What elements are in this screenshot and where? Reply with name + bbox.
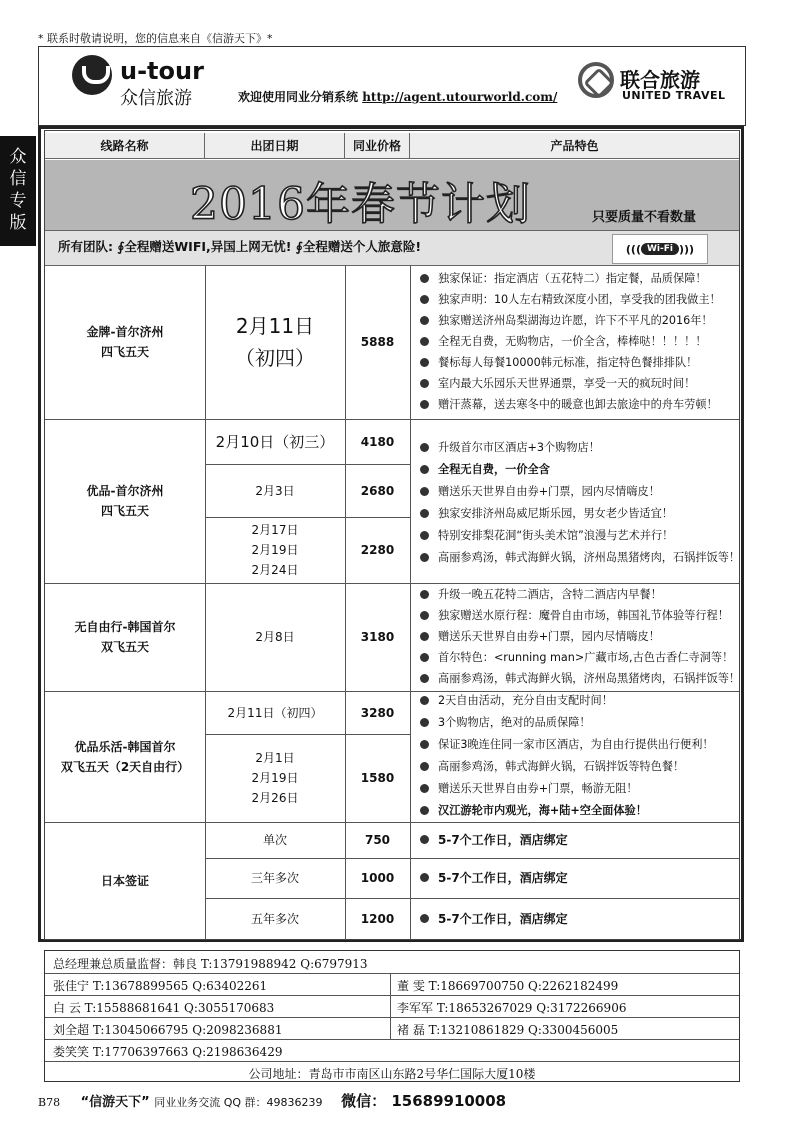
route-name-cell bbox=[45, 419, 205, 583]
united-travel-en: UNITED TRAVEL bbox=[622, 89, 726, 102]
price: 5888 bbox=[360, 335, 395, 349]
divider bbox=[410, 265, 411, 940]
price-cell bbox=[345, 419, 410, 464]
contact-person: 娄笑笑 T:17706397663 Q:2198636429 bbox=[53, 1045, 283, 1059]
footer-wechat: 微信： 15689910008 bbox=[341, 1092, 507, 1110]
route-name: 优品-首尔济州 bbox=[86, 484, 164, 498]
route-duration: 四飞五天 bbox=[100, 345, 149, 359]
col-departure-date: 出团日期 bbox=[205, 133, 345, 159]
united-travel-logo-icon bbox=[578, 62, 614, 98]
divider bbox=[45, 1061, 739, 1062]
price-cell bbox=[345, 517, 410, 583]
route-name-cell bbox=[45, 822, 205, 940]
visa-type: 五年多次 bbox=[250, 912, 299, 926]
feature-item: 高丽参鸡汤，韩式海鲜火锅，济州岛黑猪烤肉，石锅拌饭等！ bbox=[420, 668, 740, 689]
feature-item: 独家声明：10人左右精致深度小团，享受我的团我做主！ bbox=[420, 289, 721, 310]
feature-item: 独家保证：指定酒店（五花特二）指定餐，品质保障！ bbox=[420, 268, 721, 289]
feature-list bbox=[420, 268, 721, 415]
manager-contact: 总经理兼总质量监督：韩良 T:13791988942 Q:6797913 bbox=[53, 957, 368, 971]
divider bbox=[45, 973, 739, 974]
sidebar-tab bbox=[0, 136, 36, 246]
departure-date: 2月24日 bbox=[251, 563, 299, 577]
date-cell bbox=[205, 734, 345, 822]
bullet-icon bbox=[420, 806, 429, 815]
date-cell bbox=[205, 583, 345, 691]
price-cell bbox=[345, 265, 410, 419]
departure-date: 2月8日 bbox=[255, 630, 295, 644]
contact-person: 刘全超 T:13045066795 Q:2098236881 bbox=[53, 1023, 283, 1037]
feature-cell bbox=[420, 898, 720, 940]
bullet-icon bbox=[420, 509, 429, 518]
departure-date-lunar: （初四） bbox=[235, 346, 315, 370]
bullet-icon bbox=[420, 873, 429, 882]
route-name-cell bbox=[45, 583, 205, 691]
date-cell bbox=[205, 265, 345, 419]
contact-person: 白 云 T:15588681641 Q:3055170683 bbox=[53, 1001, 275, 1015]
price-cell bbox=[345, 583, 410, 691]
feature-item: 首尔特色：<running man>广藏市场,古色古香仁寺洞等！ bbox=[420, 647, 740, 668]
divider bbox=[45, 1017, 739, 1018]
bullet-icon bbox=[420, 465, 429, 474]
contact-person: 褚 磊 T:13210861829 Q:3300456005 bbox=[397, 1023, 619, 1037]
bullet-icon bbox=[420, 531, 429, 540]
bullet-icon bbox=[420, 274, 429, 283]
company-address: 公司地址：青岛市市南区山东路2号华仁国际大厦10楼 bbox=[248, 1067, 536, 1081]
visa-type-cell bbox=[205, 858, 345, 898]
source-note: * 联系时敬请说明，您的信息来自《信游天下》* bbox=[38, 32, 273, 45]
feature-list bbox=[420, 437, 740, 569]
feature-item: 赠送乐天世界自由券+门票，园内尽情嗨皮！ bbox=[420, 481, 740, 503]
route-name: 优品乐活-韩国首尔 bbox=[74, 739, 176, 754]
bullet-icon bbox=[420, 590, 429, 599]
utour-brand: u-tour bbox=[120, 57, 204, 85]
price-cell bbox=[345, 898, 410, 940]
feature-item: 全程无自费，一价全含 bbox=[420, 459, 740, 481]
banner-subtitle: 只要质量不看数量 bbox=[592, 210, 697, 225]
feature-item: 升级一晚五花特二酒店，含特二酒店内早餐！ bbox=[420, 584, 740, 605]
welcome-text: 欢迎使用同业分销系统 bbox=[238, 90, 359, 104]
price-cell bbox=[345, 464, 410, 517]
bullet-icon bbox=[420, 316, 429, 325]
feature-item: 汉江游轮市内观光，海+陆+空全面体验！ bbox=[420, 800, 714, 822]
departure-date: 2月26日 bbox=[251, 791, 299, 805]
feature-cell bbox=[420, 822, 720, 858]
contact-person: 张佳宁 T:13678899565 Q:63402261 bbox=[53, 979, 268, 993]
route-duration: 双飞五天 bbox=[100, 640, 149, 654]
feature-cell bbox=[420, 858, 720, 898]
bullet-icon bbox=[420, 914, 429, 923]
footer-brand: “信游天下” bbox=[80, 1095, 150, 1110]
bullet-icon bbox=[420, 835, 429, 844]
feature-item: 赠送乐天世界自由券+门票，畅游无阻！ bbox=[420, 778, 714, 800]
feature-item: 独家赠送济州岛梨湖海边许愿，许下不平凡的2016年！ bbox=[420, 310, 721, 331]
col-features: 产品特色 bbox=[410, 133, 739, 159]
price: 1580 bbox=[360, 771, 395, 785]
feature-item: 5-7个工作日，酒店绑定 bbox=[420, 868, 568, 888]
feature-item: 保证3晚连住同一家市区酒店，为自由行提供出行便利！ bbox=[420, 734, 714, 756]
feature-item: 赠送乐天世界自由券+门票，园内尽情嗨皮！ bbox=[420, 626, 740, 647]
date-cell bbox=[205, 691, 345, 734]
divider bbox=[45, 995, 739, 996]
visa-type-cell bbox=[205, 822, 345, 858]
col-price: 同业价格 bbox=[345, 133, 410, 159]
bullet-icon bbox=[420, 337, 429, 346]
wifi-icon: ((( Wi-Fi ))) bbox=[612, 234, 708, 264]
bullet-icon bbox=[420, 653, 429, 662]
departure-date: 2月11日 bbox=[235, 314, 315, 338]
bullet-icon bbox=[420, 443, 429, 452]
feature-item: 升级首尔市区酒店+3个购物店！ bbox=[420, 437, 740, 459]
price: 2280 bbox=[360, 543, 395, 557]
feature-item: 高丽参鸡汤，韩式海鲜火锅，济州岛黑猪烤肉，石锅拌饭等！ bbox=[420, 547, 740, 569]
visa-type: 三年多次 bbox=[250, 871, 299, 885]
route-name-cell bbox=[45, 691, 205, 822]
price: 1000 bbox=[360, 871, 395, 885]
price: 3280 bbox=[360, 705, 395, 720]
feature-item: 5-7个工作日，酒店绑定 bbox=[420, 909, 568, 929]
utour-cn-name: 众信旅游 bbox=[120, 88, 192, 109]
bullet-icon bbox=[420, 295, 429, 304]
bullet-icon bbox=[420, 379, 429, 388]
date-cell bbox=[205, 464, 345, 517]
price-cell bbox=[345, 691, 410, 734]
divider bbox=[390, 973, 391, 1039]
price: 4180 bbox=[360, 434, 395, 449]
footer bbox=[38, 1090, 506, 1111]
departure-date: 2月1日 bbox=[255, 751, 295, 765]
route-name: 日本签证 bbox=[100, 874, 149, 888]
feature-item: 特别安排梨花洞“街头美术馆”浪漫与艺术并行！ bbox=[420, 525, 740, 547]
bullet-icon bbox=[420, 358, 429, 367]
wifi-icon-label: Wi-Fi bbox=[641, 243, 679, 255]
feature-item: 5-7个工作日，酒店绑定 bbox=[420, 830, 568, 850]
welcome-line bbox=[238, 88, 557, 105]
route-name-cell bbox=[45, 265, 205, 419]
visa-type-cell bbox=[205, 898, 345, 940]
departure-date: 2月11日（初四） bbox=[227, 705, 323, 720]
route-name: 无自由行-韩国首尔 bbox=[74, 620, 176, 634]
divider bbox=[45, 1039, 739, 1040]
feature-item: 高丽参鸡汤，韩式海鲜火锅，石锅拌饭等特色餐！ bbox=[420, 756, 714, 778]
price: 1200 bbox=[360, 912, 395, 926]
bullet-icon bbox=[420, 696, 429, 705]
wifi-promo-text: 所有团队: ∮全程赠送WIFI,异国上网无忧! ∮全程赠送个人旅意险! bbox=[58, 239, 422, 254]
sidebar-char: 众 bbox=[9, 147, 27, 167]
utour-logo-icon bbox=[72, 55, 112, 95]
departure-date: 2月3日 bbox=[255, 483, 295, 498]
feature-item: 室内最大乐园乐天世界通票，享受一天的疯玩时间！ bbox=[420, 373, 721, 394]
bullet-icon bbox=[420, 740, 429, 749]
bullet-icon bbox=[420, 784, 429, 793]
price-cell bbox=[345, 822, 410, 858]
feature-item: 2天自由活动，充分自由支配时间！ bbox=[420, 690, 714, 712]
feature-item: 餐标每人每餐10000韩元标准，指定特色餐排排队！ bbox=[420, 352, 721, 373]
sidebar-char: 版 bbox=[9, 213, 27, 233]
bullet-icon bbox=[420, 718, 429, 727]
departure-date: 2月10日（初三） bbox=[215, 433, 335, 451]
route-duration: 双飞五天（2天自由行） bbox=[60, 759, 190, 774]
feature-item: 独家赠送水原行程：魔骨自由市场，韩国礼节体验等行程！ bbox=[420, 605, 740, 626]
feature-item: 全程无自费，无购物店，一价全含，棒棒哒！！！！！ bbox=[420, 331, 721, 352]
contacts-box bbox=[44, 950, 740, 1082]
united-travel-cn: 联合旅游 bbox=[620, 68, 700, 92]
feature-item: 赠汗蒸幕，送去寒冬中的暖意也卸去旅途中的舟车劳顿！ bbox=[420, 394, 721, 415]
contact-person: 董 雯 T:18669700750 Q:2262182499 bbox=[397, 979, 619, 993]
visa-type: 单次 bbox=[262, 833, 287, 847]
bullet-icon bbox=[420, 487, 429, 496]
agent-url-link[interactable]: http://agent.utourworld.com/ bbox=[362, 90, 558, 104]
price-cell bbox=[345, 858, 410, 898]
route-name: 金牌-首尔济州 bbox=[86, 325, 164, 339]
feature-list bbox=[420, 584, 740, 689]
route-duration: 四飞五天 bbox=[100, 504, 149, 518]
col-route-name: 线路名称 bbox=[45, 133, 205, 159]
price-cell bbox=[345, 734, 410, 822]
date-cell bbox=[205, 517, 345, 583]
bullet-icon bbox=[420, 674, 429, 683]
bullet-icon bbox=[420, 762, 429, 771]
date-cell bbox=[205, 419, 345, 464]
footer-qq-group: 同业业务交流 QQ 群：49836239 bbox=[154, 1096, 323, 1109]
feature-item: 3个购物店，绝对的品质保障！ bbox=[420, 712, 714, 734]
sidebar-char: 专 bbox=[9, 191, 27, 211]
bullet-icon bbox=[420, 400, 429, 409]
feature-list bbox=[420, 690, 714, 822]
bullet-icon bbox=[420, 553, 429, 562]
departure-date: 2月17日 bbox=[251, 523, 299, 537]
contact-person: 李军军 T:18653267029 Q:3172266906 bbox=[397, 1001, 627, 1015]
departure-date: 2月19日 bbox=[251, 543, 299, 557]
page-number: B78 bbox=[38, 1096, 61, 1109]
bullet-icon bbox=[420, 632, 429, 641]
feature-item: 独家安排济州岛威尼斯乐园，男女老少皆适宜！ bbox=[420, 503, 740, 525]
bullet-icon bbox=[420, 611, 429, 620]
price: 3180 bbox=[360, 630, 395, 644]
sidebar-char: 信 bbox=[9, 169, 27, 189]
departure-date: 2月19日 bbox=[251, 771, 299, 785]
price: 750 bbox=[364, 833, 391, 847]
price: 2680 bbox=[360, 483, 395, 498]
banner-title: 2016年春节计划 bbox=[190, 179, 531, 230]
